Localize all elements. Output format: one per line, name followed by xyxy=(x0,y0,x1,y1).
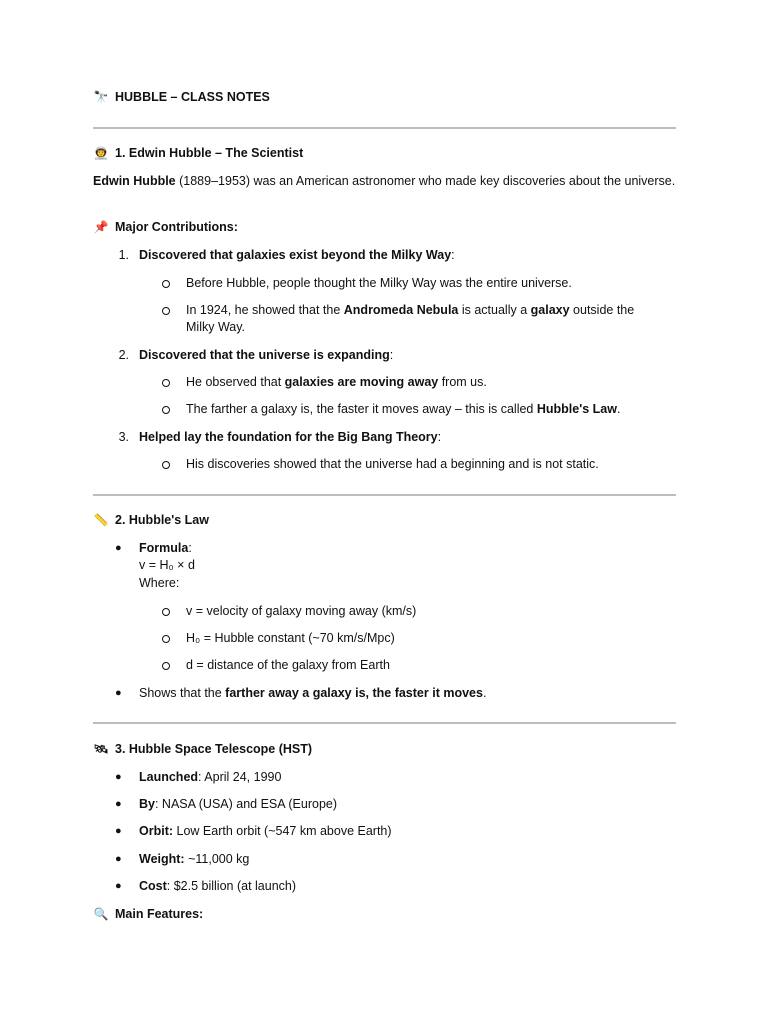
divider xyxy=(93,494,676,496)
document-title: 🔭 HUBBLE – CLASS NOTES xyxy=(93,90,270,104)
contributions-heading: 📌 Major Contributions: xyxy=(93,220,238,234)
astronaut-icon: 👨‍🚀 xyxy=(93,146,109,160)
pushpin-icon: 📌 xyxy=(93,220,109,234)
circle-bullet-icon xyxy=(162,608,170,616)
bullet-icon: ● xyxy=(115,542,122,554)
where-label: Where: xyxy=(139,576,180,590)
circle-bullet-icon xyxy=(162,461,170,469)
telescope-icon: 🔭 xyxy=(93,90,109,104)
bullet-icon: ● xyxy=(115,880,122,892)
bullet-icon: ● xyxy=(115,771,122,783)
magnifier-icon: 🔍 xyxy=(93,907,109,921)
bullet-icon: ● xyxy=(115,687,122,699)
bullet-icon: ● xyxy=(115,798,122,810)
ruler-icon: 📏 xyxy=(93,513,109,527)
circle-bullet-icon xyxy=(162,635,170,643)
circle-bullet-icon xyxy=(162,307,170,315)
section-3-heading: 🛰 3. Hubble Space Telescope (HST) xyxy=(93,742,313,756)
satellite-icon: 🛰 xyxy=(93,742,109,756)
section-1-intro: Edwin Hubble (1889–1953) was an American astronomer who made key discoveries about the universe. xyxy=(93,174,676,188)
bullet-icon: ● xyxy=(115,853,122,865)
bullet-icon: ● xyxy=(115,825,122,837)
main-features-heading: 🔍 Main Features: xyxy=(93,907,204,921)
section-2-heading: 📏 2. Hubble's Law xyxy=(93,513,209,527)
divider xyxy=(93,127,676,129)
formula: v = H₀ × d xyxy=(139,558,195,572)
divider xyxy=(93,722,676,724)
circle-bullet-icon xyxy=(162,662,170,670)
circle-bullet-icon xyxy=(162,406,170,414)
circle-bullet-icon xyxy=(162,379,170,387)
section-1-heading: 👨‍🚀 1. Edwin Hubble – The Scientist xyxy=(93,146,304,160)
circle-bullet-icon xyxy=(162,280,170,288)
